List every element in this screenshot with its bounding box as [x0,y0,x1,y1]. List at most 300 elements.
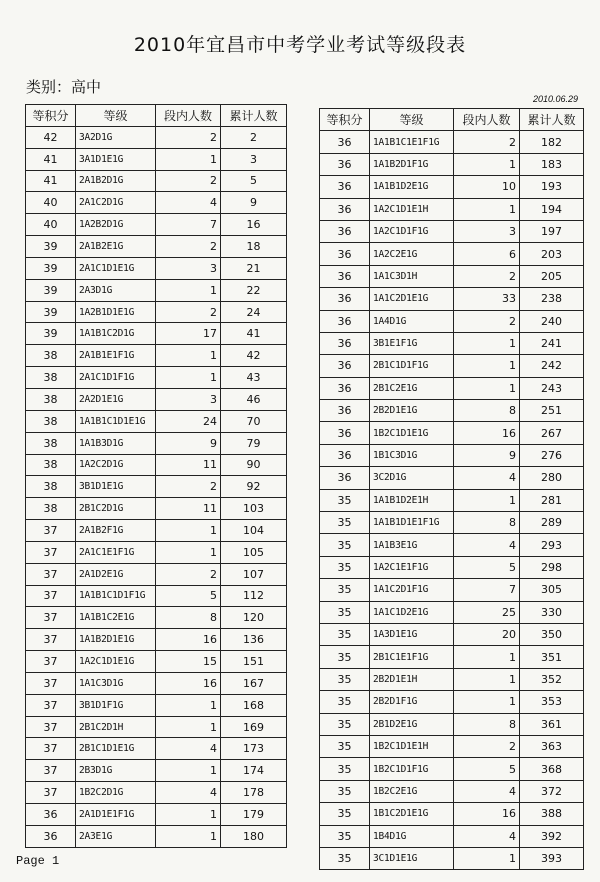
grade-cell: 1A2C2D1G [76,454,156,476]
table-row [320,176,584,198]
grade-cell: 1A1B3E1G [370,534,454,556]
cumulative-cell: 120 [221,607,287,629]
header-grade: 等级 [76,105,156,127]
count-cell: 1 [156,694,221,716]
count-cell: 8 [454,713,520,735]
table-row [320,803,584,825]
grade-cell: 2A1B2D1G [76,170,156,192]
score-cell: 37 [26,541,76,563]
table-row [320,265,584,287]
table-row [26,825,287,847]
grade-cell: 2B1C2E1G [370,377,454,399]
table-row [320,444,584,466]
grade-cell: 2B2D1F1G [370,691,454,713]
table-row [26,651,287,673]
grade-cell: 1B2C1D1F1G [370,758,454,780]
score-cell: 40 [26,192,76,214]
score-cell: 35 [320,579,370,601]
count-cell: 3 [156,257,221,279]
grade-cell: 2A1C1E1F1G [76,541,156,563]
cumulative-cell: 197 [520,220,584,242]
table-row [26,388,287,410]
score-cell: 35 [320,780,370,802]
cumulative-cell: 241 [520,332,584,354]
cumulative-cell: 183 [520,153,584,175]
table-row [320,780,584,802]
score-cell: 36 [26,804,76,826]
date-label: 2010.06.29 [532,94,578,104]
grade-cell: 1B4D1G [370,825,454,847]
grade-cell: 2A3D1G [76,279,156,301]
table-row [26,716,287,738]
cumulative-cell: 41 [221,323,287,345]
score-cell: 39 [26,323,76,345]
score-cell: 36 [320,176,370,198]
score-cell: 35 [320,691,370,713]
grade-table-left [25,104,287,848]
score-cell: 35 [320,825,370,847]
score-cell: 36 [320,355,370,377]
grade-cell: 1B1C2D1E1G [370,803,454,825]
count-cell: 2 [156,476,221,498]
count-cell: 4 [454,534,520,556]
grade-cell: 1A3D1E1G [370,623,454,645]
cumulative-cell: 168 [221,694,287,716]
count-cell: 33 [454,288,520,310]
grade-cell: 1A1C1D2E1G [370,601,454,623]
cumulative-cell: 330 [520,601,584,623]
table-row [26,694,287,716]
table-row [26,148,287,170]
table-row [320,220,584,242]
table-row [26,760,287,782]
table-row [320,467,584,489]
grade-cell: 1A1B1C2D1G [76,323,156,345]
page-title: 2010年宜昌市中考学业考试等级段表 [133,34,467,56]
grade-cell: 1A2B2D1G [76,214,156,236]
count-cell: 16 [454,803,520,825]
score-cell: 36 [320,422,370,444]
cumulative-cell: 363 [520,735,584,757]
score-cell: 36 [320,243,370,265]
score-cell: 35 [320,668,370,690]
header-count: 段内人数 [156,105,221,127]
grade-cell: 2A1B2E1G [76,236,156,258]
count-cell: 6 [454,243,520,265]
count-cell: 5 [454,758,520,780]
table-header-row [26,105,287,127]
score-cell: 36 [320,198,370,220]
count-cell: 1 [454,153,520,175]
table-row [320,691,584,713]
score-cell: 35 [320,489,370,511]
table-row [26,585,287,607]
count-cell: 4 [454,825,520,847]
cumulative-cell: 70 [221,410,287,432]
grade-cell: 2A1D2E1G [76,563,156,585]
grade-cell: 1A1C3D1H [370,265,454,287]
grade-cell: 1A4D1G [370,310,454,332]
grade-cell: 1A1B3D1G [76,432,156,454]
count-cell: 9 [454,444,520,466]
count-cell: 1 [454,355,520,377]
count-cell: 1 [454,668,520,690]
table-row [320,153,584,175]
count-cell: 25 [454,601,520,623]
cumulative-cell: 240 [520,310,584,332]
cumulative-cell: 178 [221,782,287,804]
cumulative-cell: 46 [221,388,287,410]
grade-cell: 2A1C1D1E1G [76,257,156,279]
table-row [26,607,287,629]
table-row [26,345,287,367]
table-row [26,563,287,585]
table-row [320,400,584,422]
score-cell: 35 [320,847,370,869]
table-row [26,738,287,760]
cumulative-cell: 281 [520,489,584,511]
score-cell: 38 [26,454,76,476]
table-row [26,629,287,651]
cumulative-cell: 298 [520,556,584,578]
score-cell: 38 [26,367,76,389]
table-row [320,758,584,780]
cumulative-cell: 107 [221,563,287,585]
cumulative-cell: 21 [221,257,287,279]
table-row [26,476,287,498]
cumulative-cell: 289 [520,512,584,534]
cumulative-cell: 173 [221,738,287,760]
score-cell: 39 [26,279,76,301]
count-cell: 2 [454,735,520,757]
score-cell: 37 [26,651,76,673]
header-score: 等积分 [26,105,76,127]
table-row [26,170,287,192]
grade-cell: 1A1C3D1G [76,672,156,694]
header-cumulative: 累计人数 [221,105,287,127]
grade-cell: 2A1C1D1F1G [76,367,156,389]
score-cell: 36 [320,377,370,399]
count-cell: 11 [156,498,221,520]
cumulative-cell: 182 [520,131,584,153]
grade-cell: 2A1B2F1G [76,520,156,542]
grade-cell: 1A1B1D2E1H [370,489,454,511]
score-cell: 42 [26,126,76,148]
cumulative-cell: 372 [520,780,584,802]
cumulative-cell: 2 [221,126,287,148]
count-cell: 4 [454,467,520,489]
cumulative-cell: 5 [221,170,287,192]
count-cell: 8 [454,512,520,534]
score-cell: 36 [320,444,370,466]
grade-cell: 1A1B2D1E1G [76,629,156,651]
cumulative-cell: 388 [520,803,584,825]
count-cell: 17 [156,323,221,345]
count-cell: 16 [156,672,221,694]
score-cell: 35 [320,534,370,556]
table-row [320,579,584,601]
count-cell: 1 [454,377,520,399]
table-row [320,512,584,534]
count-cell: 7 [454,579,520,601]
grade-cell: 2B1C1D1F1G [370,355,454,377]
cumulative-cell: 180 [221,825,287,847]
cumulative-cell: 267 [520,422,584,444]
table-row [320,310,584,332]
score-cell: 36 [320,220,370,242]
grade-cell: 2B2D1E1H [370,668,454,690]
cumulative-cell: 174 [221,760,287,782]
cumulative-cell: 167 [221,672,287,694]
table-row [26,410,287,432]
grade-cell: 1B2C1D1E1H [370,735,454,757]
count-cell: 2 [156,236,221,258]
count-cell: 24 [156,410,221,432]
grade-cell: 2A1B1E1F1G [76,345,156,367]
grade-cell: 1B1C3D1G [370,444,454,466]
count-cell: 16 [454,422,520,444]
grade-cell: 3A1D1E1G [76,148,156,170]
table-row [26,236,287,258]
table-row [26,301,287,323]
score-cell: 41 [26,170,76,192]
score-cell: 36 [26,825,76,847]
score-cell: 37 [26,629,76,651]
count-cell: 3 [156,388,221,410]
table-row [320,198,584,220]
table-row [26,498,287,520]
table-row [320,489,584,511]
score-cell: 37 [26,738,76,760]
score-cell: 38 [26,388,76,410]
cumulative-cell: 79 [221,432,287,454]
grade-cell: 3B1D1F1G [76,694,156,716]
count-cell: 8 [454,400,520,422]
count-cell: 1 [454,489,520,511]
cumulative-cell: 368 [520,758,584,780]
count-cell: 1 [156,804,221,826]
score-cell: 38 [26,476,76,498]
table-row [26,367,287,389]
grade-cell: 2B1C2D1G [76,498,156,520]
score-cell: 37 [26,520,76,542]
cumulative-cell: 361 [520,713,584,735]
cumulative-cell: 16 [221,214,287,236]
score-cell: 36 [320,467,370,489]
cumulative-cell: 238 [520,288,584,310]
table-row [26,804,287,826]
count-cell: 1 [156,279,221,301]
grade-cell: 1B2C1D1E1G [370,422,454,444]
cumulative-cell: 280 [520,467,584,489]
grade-cell: 1A1C2D1F1G [370,579,454,601]
table-header-row [320,109,584,131]
grade-cell: 2B2D1E1G [370,400,454,422]
score-cell: 41 [26,148,76,170]
grade-cell: 1A2C2E1G [370,243,454,265]
score-cell: 35 [320,623,370,645]
table-row [320,355,584,377]
score-cell: 35 [320,713,370,735]
cumulative-cell: 9 [221,192,287,214]
score-cell: 35 [320,601,370,623]
grade-cell: 1A1B1C1D1F1G [76,585,156,607]
cumulative-cell: 136 [221,629,287,651]
cumulative-cell: 351 [520,646,584,668]
cumulative-cell: 393 [520,847,584,869]
table-row [26,432,287,454]
score-cell: 37 [26,563,76,585]
grade-cell: 1A1B1D2E1G [370,176,454,198]
score-cell: 36 [320,265,370,287]
count-cell: 1 [156,825,221,847]
score-cell: 36 [320,332,370,354]
cumulative-cell: 103 [221,498,287,520]
table-row [26,541,287,563]
count-cell: 8 [156,607,221,629]
table-row [26,520,287,542]
table-row [320,646,584,668]
cumulative-cell: 24 [221,301,287,323]
cumulative-cell: 205 [520,265,584,287]
grade-cell: 2B1C2D1H [76,716,156,738]
count-cell: 4 [156,738,221,760]
table-row [26,279,287,301]
score-cell: 37 [26,694,76,716]
count-cell: 1 [156,367,221,389]
grade-cell: 2B3D1G [76,760,156,782]
table-row [320,332,584,354]
cumulative-cell: 22 [221,279,287,301]
count-cell: 2 [454,131,520,153]
score-cell: 39 [26,301,76,323]
count-cell: 3 [454,220,520,242]
category-label: 类别：高中 [26,78,102,96]
score-cell: 39 [26,236,76,258]
cumulative-cell: 104 [221,520,287,542]
cumulative-cell: 105 [221,541,287,563]
count-cell: 10 [454,176,520,198]
count-cell: 20 [454,623,520,645]
table-row [320,601,584,623]
cumulative-cell: 92 [221,476,287,498]
grade-cell: 3B1E1F1G [370,332,454,354]
cumulative-cell: 112 [221,585,287,607]
count-cell: 16 [156,629,221,651]
score-cell: 38 [26,432,76,454]
score-cell: 37 [26,760,76,782]
count-cell: 5 [454,556,520,578]
table-row [320,825,584,847]
count-cell: 2 [156,126,221,148]
table-row [320,713,584,735]
table-row [320,243,584,265]
count-cell: 15 [156,651,221,673]
grade-cell: 1A1B2D1F1G [370,153,454,175]
grade-cell: 3C1D1E1G [370,847,454,869]
grade-cell: 2A1C2D1G [76,192,156,214]
count-cell: 4 [454,780,520,802]
count-cell: 1 [454,847,520,869]
score-cell: 36 [320,131,370,153]
grade-cell: 2B1D2E1G [370,713,454,735]
cumulative-cell: 43 [221,367,287,389]
grade-cell: 2A1D1E1F1G [76,804,156,826]
count-cell: 2 [454,310,520,332]
table-row [26,672,287,694]
grade-cell: 1A1B1C1D1E1G [76,410,156,432]
score-cell: 39 [26,257,76,279]
grade-cell: 1A1B1C1E1F1G [370,131,454,153]
grade-cell: 1A2C1E1F1G [370,556,454,578]
table-row [320,847,584,869]
grade-cell: 3C2D1G [370,467,454,489]
count-cell: 2 [156,301,221,323]
count-cell: 2 [156,170,221,192]
count-cell: 4 [156,192,221,214]
count-cell: 1 [454,198,520,220]
count-cell: 1 [156,345,221,367]
score-cell: 35 [320,556,370,578]
count-cell: 1 [156,716,221,738]
grade-cell: 1B2C2E1G [370,780,454,802]
score-cell: 35 [320,512,370,534]
table-row [320,131,584,153]
score-cell: 36 [320,310,370,332]
cumulative-cell: 242 [520,355,584,377]
table-row [26,454,287,476]
table-row [26,782,287,804]
score-cell: 36 [320,288,370,310]
grade-cell: 2A3E1G [76,825,156,847]
grade-cell: 1A1B1C2E1G [76,607,156,629]
grade-cell: 3A2D1G [76,126,156,148]
cumulative-cell: 194 [520,198,584,220]
table-row [26,192,287,214]
score-cell: 36 [320,400,370,422]
grade-cell: 2B1C1D1E1G [76,738,156,760]
table-row [320,534,584,556]
cumulative-cell: 18 [221,236,287,258]
count-cell: 1 [454,332,520,354]
count-cell: 7 [156,214,221,236]
score-cell: 38 [26,410,76,432]
table-row [320,556,584,578]
count-cell: 1 [156,520,221,542]
grade-cell: 1A2B1D1E1G [76,301,156,323]
score-cell: 35 [320,735,370,757]
cumulative-cell: 251 [520,400,584,422]
score-cell: 38 [26,345,76,367]
table-row [320,735,584,757]
score-cell: 37 [26,716,76,738]
count-cell: 1 [454,646,520,668]
cumulative-cell: 305 [520,579,584,601]
cumulative-cell: 352 [520,668,584,690]
table-row [320,377,584,399]
header-count: 段内人数 [454,109,520,131]
score-cell: 35 [320,646,370,668]
cumulative-cell: 3 [221,148,287,170]
score-cell: 37 [26,607,76,629]
score-cell: 36 [320,153,370,175]
cumulative-cell: 169 [221,716,287,738]
cumulative-cell: 193 [520,176,584,198]
cumulative-cell: 350 [520,623,584,645]
count-cell: 1 [156,541,221,563]
grade-cell: 1A1C2D1E1G [370,288,454,310]
count-cell: 1 [156,148,221,170]
